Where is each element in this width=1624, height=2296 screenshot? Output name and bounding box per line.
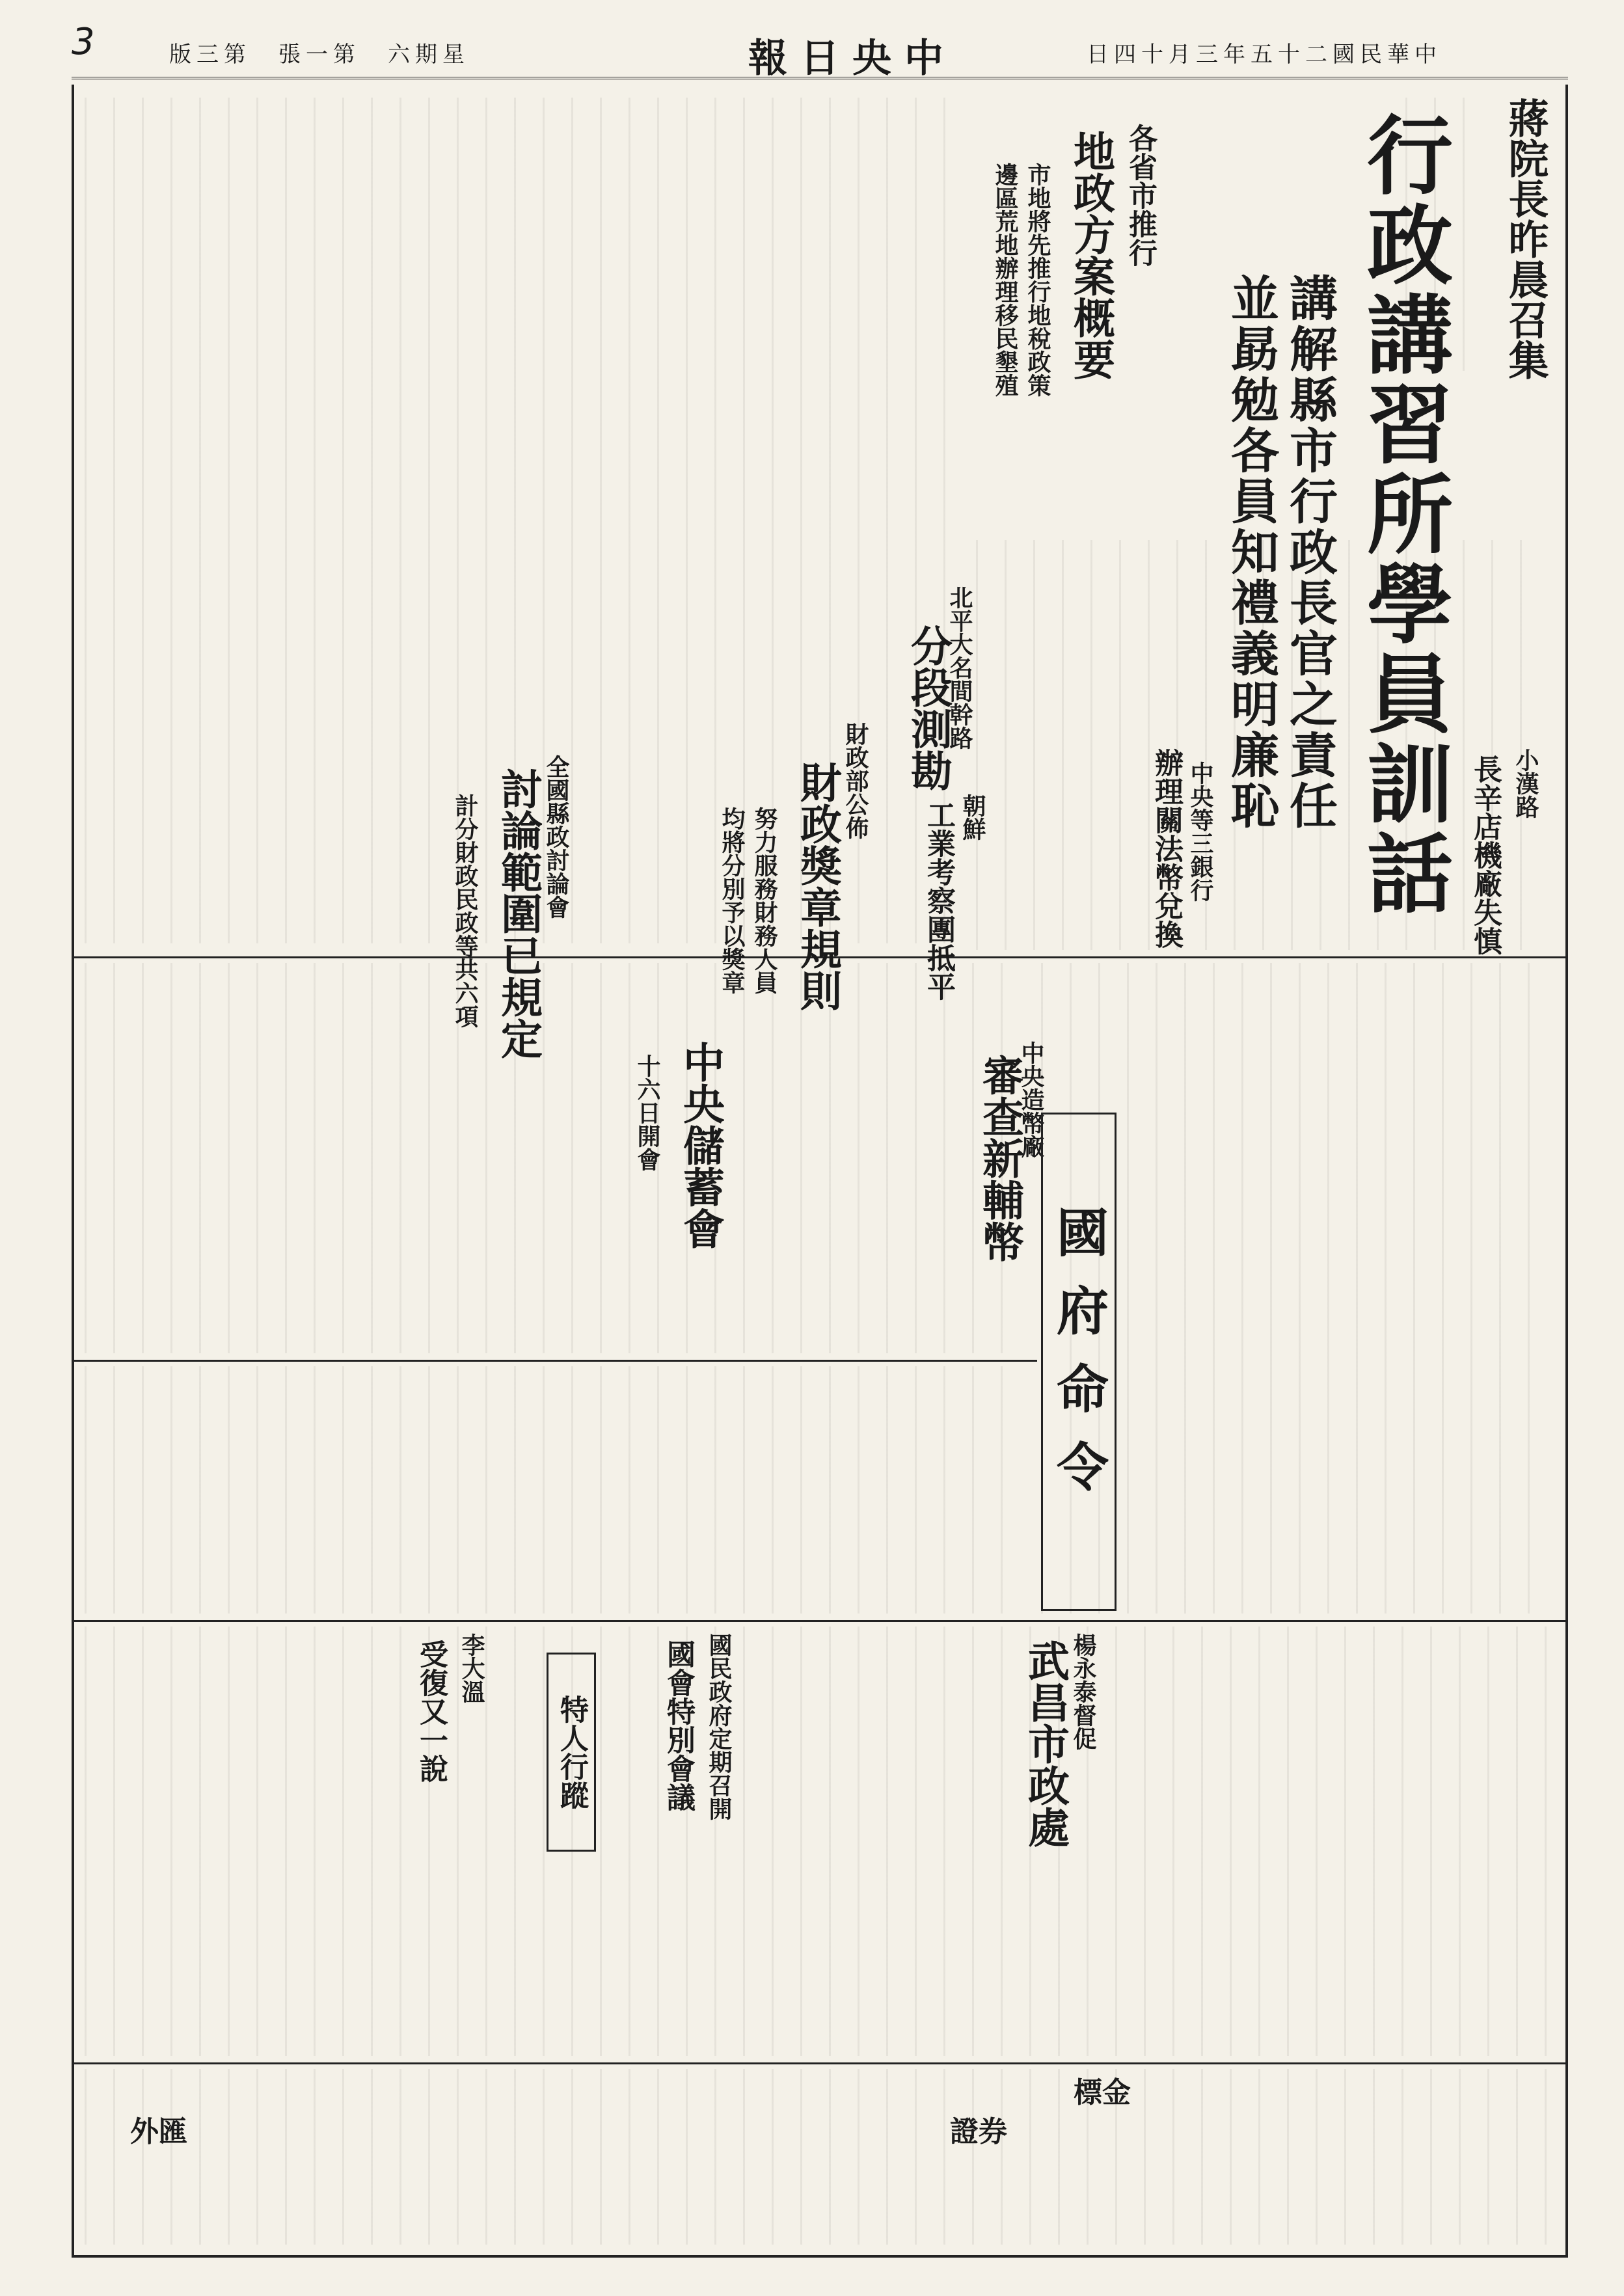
savings-title: 中央儲蓄會: [676, 1041, 725, 1249]
section-rule-4: [74, 2062, 1565, 2064]
land-subtitle-2: 邊區荒地辦理移民墾殖: [992, 163, 1019, 397]
land-title: 地政方案概要: [1066, 130, 1115, 380]
council-title: 討論範圍已規定: [494, 768, 543, 1059]
lower-body: [85, 1627, 1555, 2056]
exchange-label: 外匯: [130, 2115, 187, 2148]
land-subtitle-1: 市地將先推行地稅政策: [1024, 163, 1051, 397]
page-number: 3: [72, 21, 95, 63]
finance-subtitle-1: 努力服務財務人員: [751, 807, 778, 994]
wuchang-kicker: 楊永泰督促: [1070, 1633, 1097, 1750]
finance-subtitle-2: 均將分別予以獎章: [718, 807, 746, 994]
securities-label: 證券: [950, 2115, 1007, 2148]
finance-title: 財政獎章規則: [793, 761, 842, 1011]
lead-subtitle-1: 講解縣市行政長官之責任: [1282, 273, 1338, 831]
lead-kicker: 蔣院長昨晨召集: [1502, 98, 1549, 380]
masthead-title: 報日央中: [748, 36, 956, 81]
wuchang-title: 武昌市政處: [1021, 1640, 1070, 1848]
recovery-title: 受復又一說: [414, 1640, 448, 1783]
council-subtitle: 計分財政民政等共六項: [452, 794, 479, 1028]
survey-kicker: 北平大名間幹路: [946, 586, 973, 750]
bank-kicker: 中央等三銀行: [1187, 761, 1214, 902]
savings-body: [85, 1366, 1022, 1614]
savings-subtitle: 十六日開會: [634, 1054, 661, 1171]
bank-title: 辦理關法幣兌換: [1150, 748, 1183, 949]
assembly-kicker: 國民政府定期召開: [705, 1633, 733, 1820]
section-rule-3: [74, 1620, 1565, 1622]
section-rule-2: [74, 1360, 1037, 1362]
lead-subtitle-2: 並勗勉各員知禮義明廉恥: [1223, 273, 1279, 831]
survey-title: 分段測勘: [904, 625, 953, 791]
lead-body: [976, 540, 1536, 950]
frame-right: [1565, 85, 1568, 2258]
council-body: [85, 963, 1022, 1353]
finance-kicker: 財政部公佈: [842, 722, 869, 839]
speech-title: 長辛店機廠失慎: [1468, 755, 1502, 955]
recovery-kicker: 李大溫: [458, 1633, 485, 1703]
masthead-edition: 版三第 張一第 六期星: [169, 42, 470, 68]
travel-title: 特人行蹤: [555, 1695, 588, 1809]
council-kicker: 全國縣政討論會: [543, 755, 570, 919]
land-kicker: 各省市推行: [1124, 124, 1157, 267]
review-kicker: 中央造幣廠: [1018, 1041, 1045, 1158]
speech-body: [1041, 963, 1555, 1614]
gold-label: 標金: [1074, 2076, 1131, 2109]
frame-bottom: [72, 2255, 1568, 2258]
frame-left: [72, 85, 74, 2258]
lead-body-intro: [1405, 98, 1490, 371]
speech-kicker: 小漢路: [1512, 748, 1539, 818]
review-title: 審查新輔幣: [975, 1054, 1024, 1262]
lead-title: 行政講習所學員訓話: [1352, 111, 1453, 919]
masthead-date: 日四十月三年五十二國民華中: [1087, 42, 1442, 68]
decree-box: [1041, 1113, 1116, 1611]
market-tables: [85, 2069, 1555, 2245]
korea-kicker: 朝鮮: [959, 794, 986, 841]
decree-title: 國府命令: [1048, 1206, 1109, 1518]
korea-title: 工業考察團抵平: [922, 800, 955, 1001]
assembly-title: 國會特別會議: [662, 1640, 695, 1811]
masthead: [72, 21, 1568, 81]
